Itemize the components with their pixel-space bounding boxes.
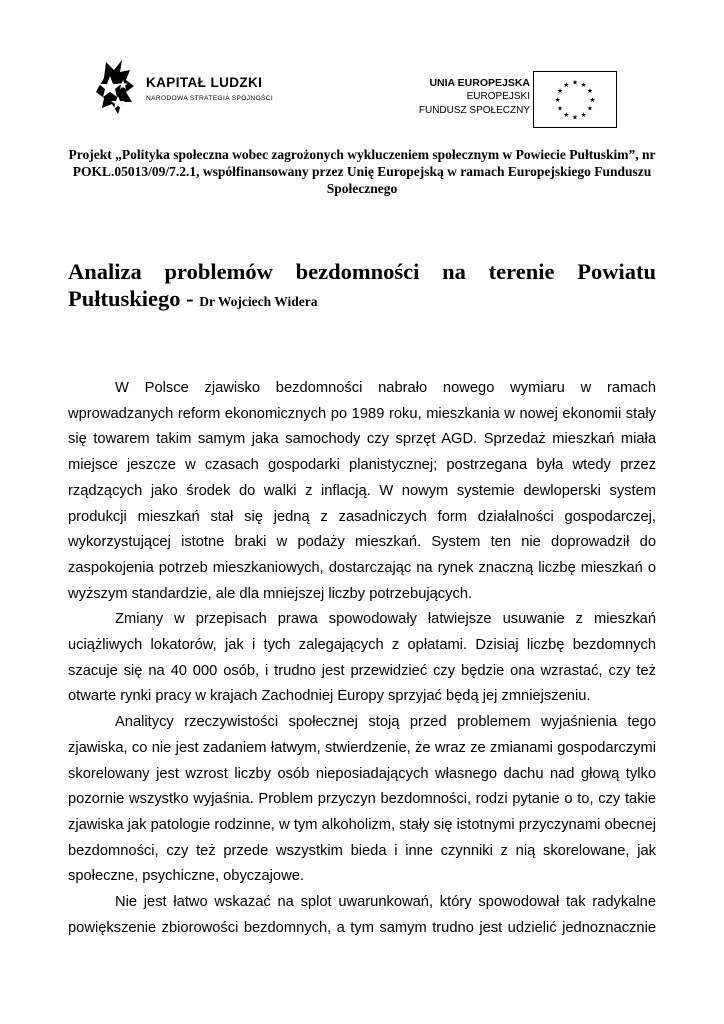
kl-logo-title: KAPITAŁ LUDZKI [146, 75, 263, 90]
svg-text:★: ★ [586, 87, 593, 96]
kl-logo-subtitle: NARODOWA STRATEGIA SPÓJNOŚCI [146, 95, 274, 102]
body-paragraph: Nie jest łatwo wskazać na splot uwarunkowań, który spowodował tak radykalne powiększenie zbiorowości bezdomnych, a tym samym trudno jest udzielić jednoznacznie [68, 894, 656, 936]
document-author: Dr Wojciech Widera [199, 294, 318, 309]
document-body [68, 376, 656, 941]
svg-text:★: ★ [557, 87, 564, 96]
svg-text:★: ★ [554, 95, 561, 104]
svg-text:★: ★ [557, 104, 564, 113]
document-title [68, 258, 656, 315]
project-note: Projekt „Polityka społeczna wobec zagrożonych wykluczeniem społecznym w Powiecie Pułtuskim”, nr POKL.05013/09/7.2.1, współfinansowany przez Unię Europejską w ramach Europejskiego Funduszu Społecznego [68, 147, 656, 196]
eu-logo-text [419, 76, 530, 118]
svg-text:★: ★ [580, 80, 587, 89]
kapital-ludzki-logo [96, 58, 286, 118]
document-title-main: Analiza problemów bezdomności na terenie Powiatu Pułtuskiego - [68, 259, 656, 311]
svg-text:★: ★ [571, 78, 579, 87]
eu-logo [400, 68, 622, 130]
body-paragraph: Analitycy rzeczywistości społecznej stoją przed problemem wyjaśnienia tego zjawiska, co nie jest zadaniem łatwym, stwierdzenie, że wraz ze zmianami gospodarczymi skorelowany jest wzrost liczby osób nieposiadających własnego dachu nad głową tylko pozornie wszystko wyjaśnia. Problem przyczyn bezdomności, rodzi pytanie o to, czy takie zjawiska jak patologie rodzinne, w tym alkoholizm, stały się istotnymi przyczynami obecnej bezdomności, czy też przede wszystkim bieda i inne czynniki z nią skorelowane, jak społeczne, psychiczne, obyczajowe. [68, 714, 656, 885]
eu-logo-line3: FUNDUSZ SPOŁECZNY [418, 105, 530, 116]
kapital-ludzki-emblem-icon [96, 58, 136, 116]
body-paragraph: Zmiany w przepisach prawa spowodowały łatwiejsze usuwanie z mieszkań uciążliwych lokatorów, jak i tych zalegających z opłatami. Dzisiaj liczbę bezdomnych szacuje się na 40 000 osób, i trudno jest przewidzieć czy będzie ona wzrastać, czy też otwarte rynki pracy w krajach Zachodniej Europy sprzyjać będą jej zmniejszeniu. [68, 611, 656, 705]
svg-text:★: ★ [589, 95, 596, 104]
eu-logo-line2: EUROPEJSKI [466, 91, 530, 102]
svg-text:★: ★ [586, 104, 593, 113]
svg-text:★: ★ [571, 113, 579, 122]
eu-flag-icon [533, 71, 617, 128]
eu-logo-line1: UNIA EUROPEJSKA [429, 77, 530, 89]
svg-text:★: ★ [580, 110, 587, 119]
body-paragraph: W Polsce zjawisko bezdomności nabrało nowego wymiaru w ramach wprowadzanych reform ekonomicznych po 1989 roku, mieszkania w nowej ekonomii stały się towarem takim samym jaka samochody czy sprzęt AGD. Sprzedaż mieszkań miała miejsce jeszcze w czasach gospodarki planistycznej; postrzegana była wtedy przez rządzących jako środek do walki z inflacją. W nowym systemie dewloperski system produkcji mieszkań stał się jedną z zasadniczych form działalności gospodarczej, wykorzystującej istotne braki w podaży mieszkań. System ten nie doprowadził do zaspokojenia potrzeb mieszkaniowych, dostarczając na rynek znaczną liczbę mieszkań o wyższym standardzie, ale dla mniejszej liczby potrzebujących. [68, 380, 656, 602]
svg-text:★: ★ [563, 110, 570, 119]
svg-text:★: ★ [563, 80, 570, 89]
